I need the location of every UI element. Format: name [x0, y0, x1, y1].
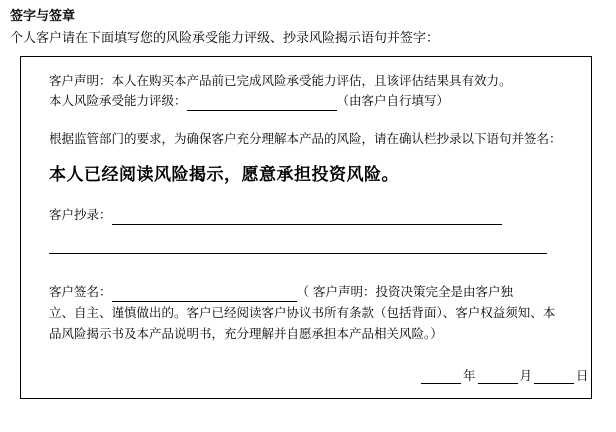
risk-statement: 本人已经阅读风险揭示，愿意承担投资风险。 [49, 165, 399, 185]
signature-label: 客户签名： [49, 284, 112, 299]
day-input-rule[interactable] [534, 370, 574, 384]
date-row [421, 366, 591, 384]
section-title: 签字与签章 [10, 9, 76, 24]
signature-field-row [49, 282, 569, 302]
risk-rating-label: 本人风险承受能力评级： [49, 93, 187, 108]
signature-box [20, 56, 592, 399]
intro-text: 个人客户请在下面填写您的风险承受能力评级、抄录风险揭示语句并签字： [10, 31, 440, 46]
transcribe-label: 客户抄录： [49, 207, 112, 222]
tail-line-2: 立、自主、谨慎做出的。客户已经阅读客户协议书所有条款（包括背面）、客户权益须知、本 [49, 305, 556, 320]
transcribe-input-rule-1[interactable] [112, 210, 502, 225]
tail-open-text: （ 客户声明：投资决策完全是由客户独 [296, 284, 513, 299]
transcribe-second-line-row [49, 239, 569, 254]
transcribe-input-rule-2[interactable] [49, 239, 547, 254]
instruction-text: 根据监管部门的要求，为确保客户充分理解本产品的风险，请在确认栏抄录以下语句并签名： [49, 131, 562, 146]
transcribe-field-row [49, 205, 569, 225]
risk-rating-input-rule[interactable] [187, 96, 337, 111]
year-unit-label: 年 [463, 368, 476, 383]
signature-input-rule[interactable] [112, 287, 297, 302]
customer-declaration: 客户声明：本人在购买本产品前已完成风险承受能力评估，且该评估结果具有效力。 [49, 73, 512, 88]
day-unit-label: 日 [576, 368, 589, 383]
tail-line-3: 品风险揭示书及本产品说明书，充分理解并自愿承担本产品相关风险。） [49, 326, 443, 341]
year-input-rule[interactable] [421, 370, 461, 384]
risk-rating-field-row [49, 91, 569, 111]
month-input-rule[interactable] [478, 370, 518, 384]
month-unit-label: 月 [519, 368, 533, 383]
risk-rating-note: （由客户自行填写） [336, 93, 450, 108]
